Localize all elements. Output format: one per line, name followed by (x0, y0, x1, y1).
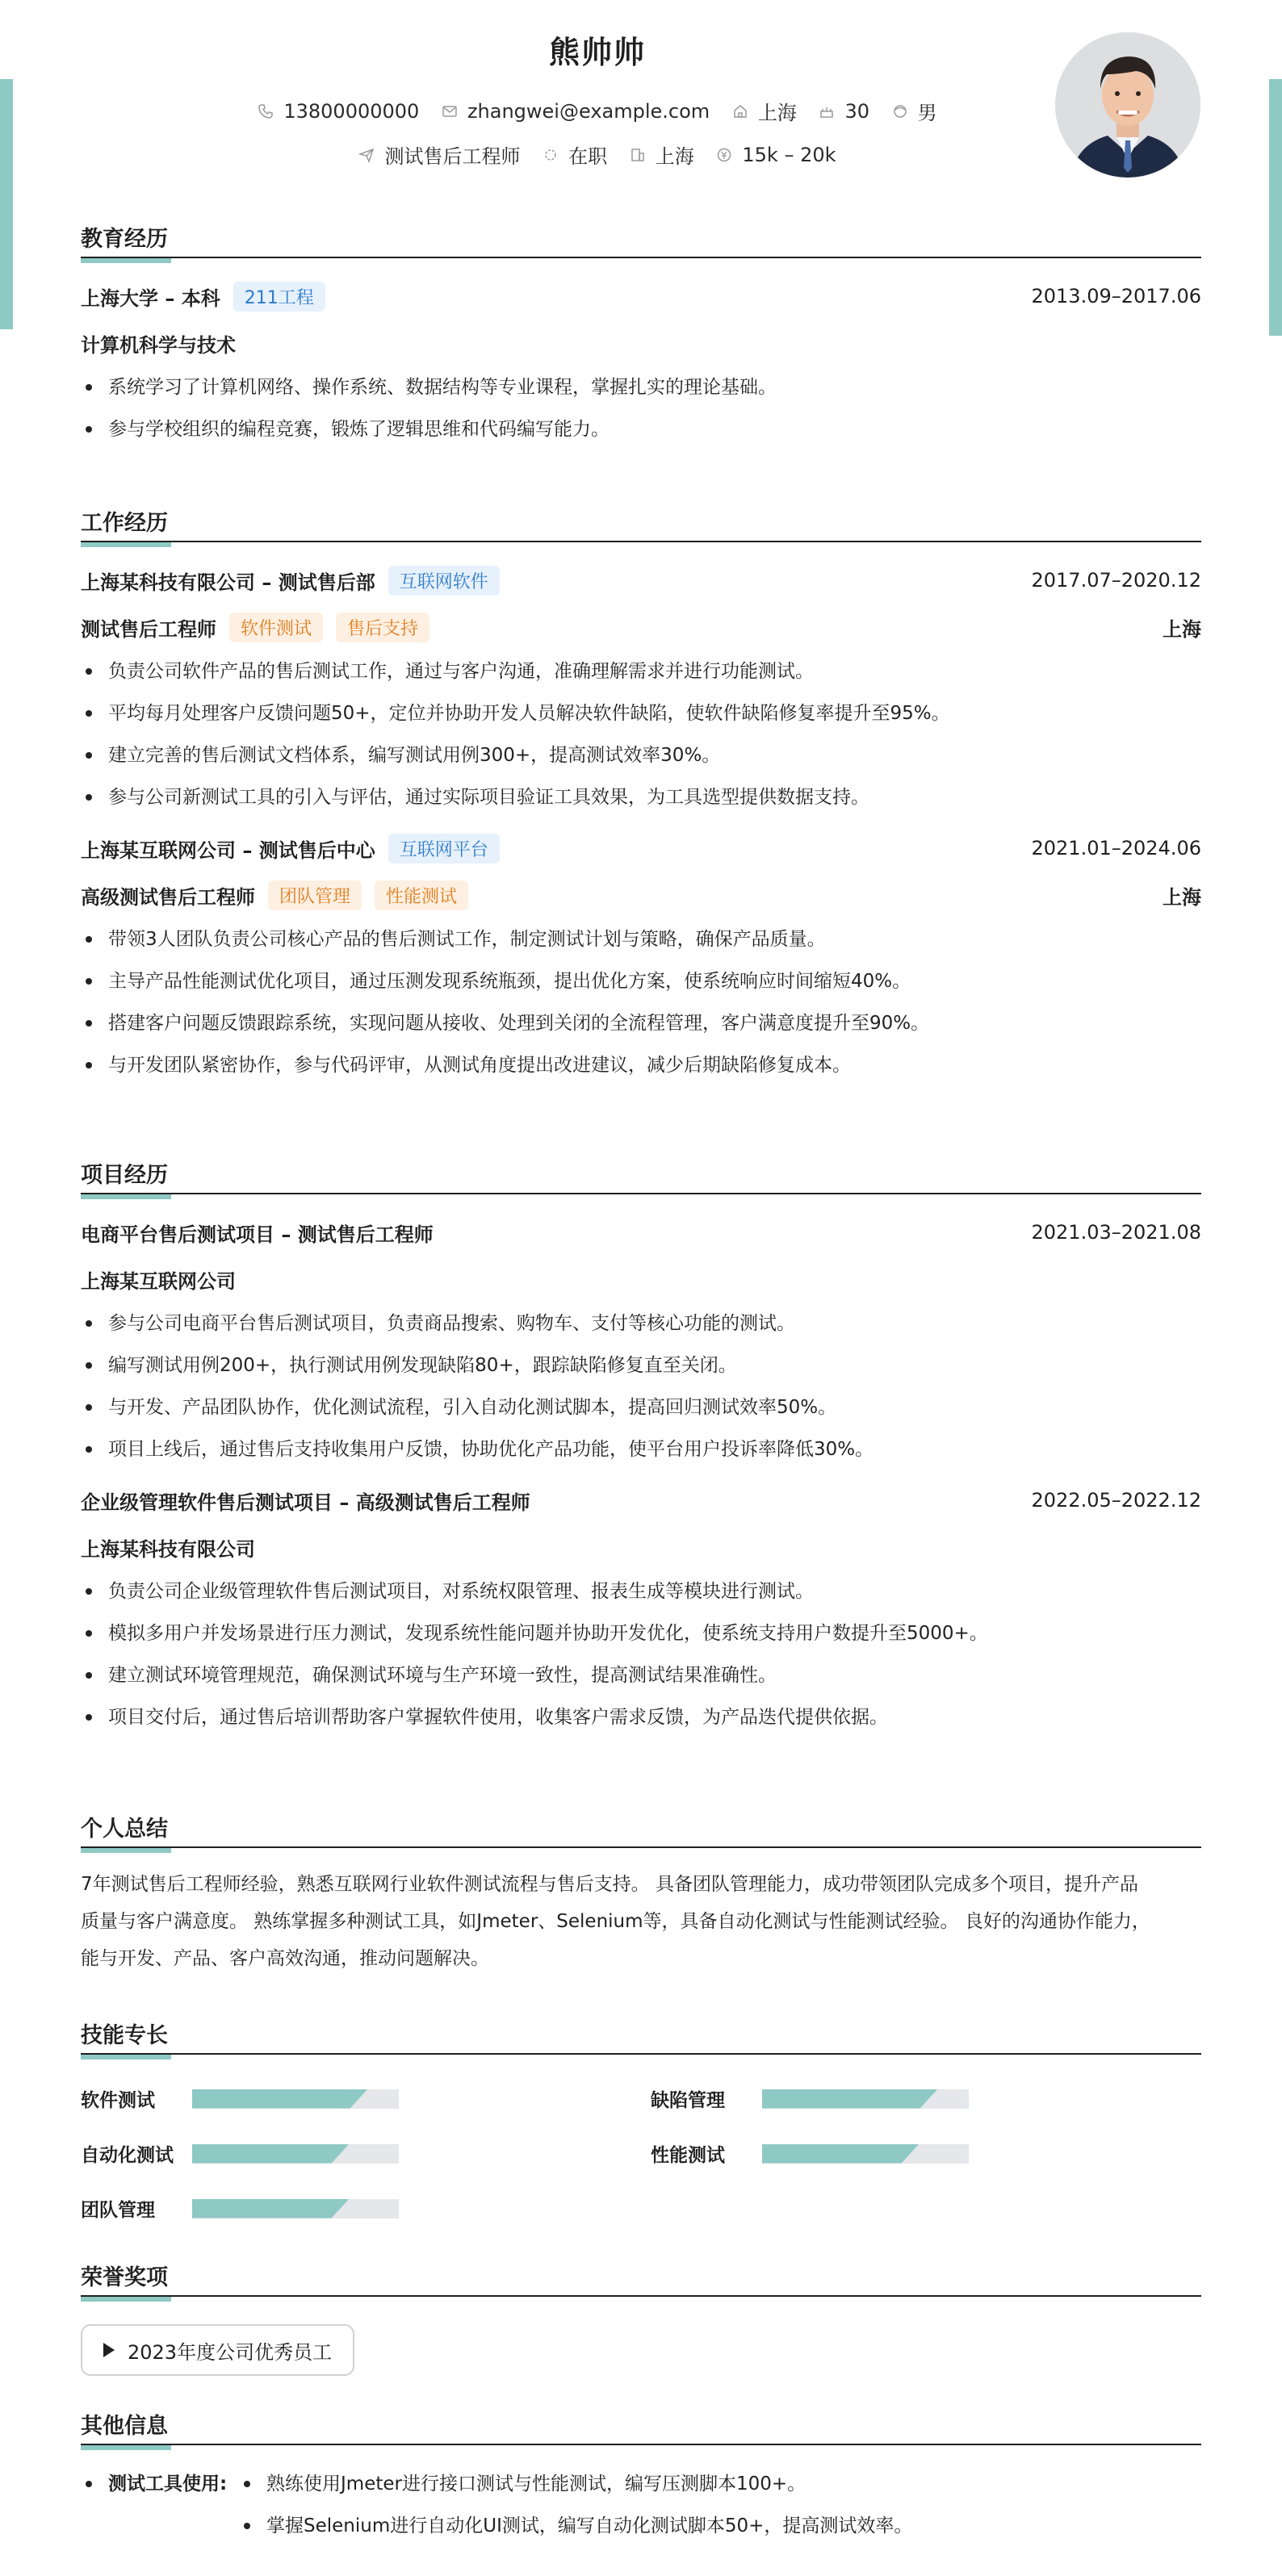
list-item: 建立测试环境管理规范，确保测试环境与生产环境一致性，提高测试结果准确性。 (81, 1654, 1201, 1696)
job-bullets (81, 650, 1201, 818)
position-row (81, 872, 1201, 918)
section-title (81, 502, 1201, 542)
honors-section (81, 2256, 1201, 2376)
skill-bar-fill (762, 2089, 938, 2109)
project-company: 上海某科技有限公司 (81, 1537, 255, 1561)
list-item: 熟练使用Jmeter进行接口测试与性能测试，编写压测脚本100+。 (239, 2463, 1201, 2505)
salary-item (716, 144, 836, 166)
school-tag: 211工程 (233, 282, 325, 312)
project-header-row (81, 1477, 1201, 1524)
avatar-photo (1055, 32, 1200, 178)
other-title: 其他信息 (81, 2414, 168, 2439)
skill-name: 性能测试 (651, 2145, 725, 2166)
industry-tag: 互联网平台 (388, 834, 500, 864)
cake-icon (819, 103, 835, 119)
project-entry (81, 1209, 1201, 1470)
work-title: 工作经历 (81, 511, 168, 536)
other-section (81, 2405, 1201, 2547)
award-name: 2023年度公司优秀员工 (128, 2340, 333, 2364)
list-item: 系统学习了计算机网络、操作系统、数据结构等专业课程，掌握扎实的理论基础。 (81, 366, 1201, 408)
list-item: 建立完善的售后测试文档体系，编写测试用例300+，提高测试效率30%。 (81, 734, 1201, 776)
projects-title: 项目经历 (81, 1163, 168, 1188)
building-icon (630, 147, 646, 163)
major-name: 计算机科学与技术 (81, 333, 236, 357)
resume-header (0, 0, 1282, 194)
project-header-row (81, 1209, 1201, 1256)
gender-icon (892, 103, 908, 119)
salary-text: 15k – 20k (742, 143, 836, 166)
education-row (81, 273, 1201, 320)
work-section (81, 502, 1201, 1086)
project-entry (81, 1477, 1201, 1738)
summary-line: 能与开发、产品、客户高效沟通，推动问题解决。 (81, 1948, 489, 1969)
job-date: 2017.07–2020.12 (1031, 569, 1201, 592)
project-name: 企业级管理软件售后测试项目 – 高级测试售后工程师 (81, 1491, 530, 1514)
skill-bar-fill (192, 2199, 350, 2218)
skills-grid (81, 2055, 1201, 2232)
other-info (81, 2463, 1201, 2547)
city-item (630, 140, 694, 169)
title-accent (81, 2445, 171, 2450)
title-accent (81, 542, 171, 547)
job-header-row (81, 825, 1201, 872)
position-name: 高级测试售后工程师 (81, 885, 255, 909)
contact-row (0, 97, 1195, 125)
status-icon (543, 147, 559, 163)
project-bullets (81, 1303, 1201, 1470)
job-target-text: 测试售后工程师 (384, 145, 521, 168)
gender-item (892, 97, 937, 125)
skill-tag: 售后支持 (336, 613, 429, 642)
other-label: 测试工具使用: (81, 2463, 227, 2505)
list-item: 掌握Selenium进行自动化UI测试，编写自动化测试脚本50+，提高测试效率。 (239, 2505, 1201, 2547)
job-entry (81, 557, 1201, 818)
mail-icon (442, 103, 458, 119)
skill-item (81, 2140, 399, 2167)
hometown-text: 上海 (757, 102, 797, 124)
section-title (81, 218, 1201, 258)
project-date: 2021.03–2021.08 (1031, 1221, 1201, 1244)
award-toggle-button[interactable] (81, 2324, 354, 2376)
job-bullets (81, 918, 1201, 1086)
skill-item (81, 2195, 399, 2222)
list-item: 主导产品性能测试优化项目，通过压测发现系统瓶颈，提出优化方案，使系统响应时间缩短40%。 (81, 960, 1201, 1002)
skill-tag: 软件测试 (229, 613, 323, 642)
skill-tag: 团队管理 (268, 880, 362, 910)
candidate-name: 熊帅帅 (548, 35, 646, 70)
list-item: 参与公司电商平台售后测试项目，负责商品搜索、购物车、支付等核心功能的测试。 (81, 1303, 1201, 1344)
hometown-item (732, 97, 797, 125)
title-accent (81, 258, 171, 263)
skills-section (81, 2014, 1201, 2232)
position-name: 测试售后工程师 (81, 617, 216, 641)
list-item: 参与公司新测试工具的引入与评估，通过实际项目验证工具效果，为工具选型提供数据支持。 (81, 776, 1201, 818)
section-title (81, 1808, 1201, 1848)
project-name: 电商平台售后测试项目 – 测试售后工程师 (81, 1223, 434, 1246)
school-name: 上海大学 – 本科 (81, 286, 220, 310)
project-company-row (81, 1524, 1201, 1570)
section-title (81, 2405, 1201, 2445)
company-name: 上海某互联网公司 – 测试售后中心 (81, 838, 375, 862)
list-item: 负责公司企业级管理软件售后测试项目，对系统权限管理、报表生成等模块进行测试。 (81, 1570, 1201, 1612)
project-date: 2022.05–2022.12 (1031, 1489, 1201, 1512)
summary-text (81, 1848, 1201, 1977)
job-intent-row (0, 140, 1195, 169)
education-section (81, 218, 1201, 450)
skill-name: 软件测试 (81, 2090, 155, 2111)
skill-bar (192, 2199, 399, 2218)
email-address: zhangwei@example.com (467, 99, 710, 123)
skill-bar-fill (192, 2089, 368, 2109)
list-item: 编写测试用例200+，执行测试用例发现缺陷80+，跟踪缺陷修复直至关闭。 (81, 1344, 1201, 1386)
project-company: 上海某互联网公司 (81, 1269, 236, 1293)
list-item: 负责公司软件产品的售后测试工作，通过与客户沟通，准确理解需求并进行功能测试。 (81, 650, 1201, 692)
skill-bar (192, 2144, 399, 2164)
age-item (819, 100, 869, 123)
project-bullets (81, 1570, 1201, 1738)
project-company-row (81, 1256, 1201, 1303)
summary-line: 7年测试售后工程师经验，熟悉互联网行业软件测试流程与售后支持。 具备团队管理能力，成功带领团队完成多个项目，提升产品 (81, 1874, 1138, 1895)
skills-title: 技能专长 (81, 2023, 168, 2048)
job-location: 上海 (1163, 885, 1201, 909)
skill-bar (192, 2089, 399, 2109)
caret-right-icon (103, 2343, 115, 2357)
list-item: 搭建客户问题反馈跟踪系统，实现问题从接收、处理到关闭的全流程管理，客户满意度提升至90%。 (81, 1002, 1201, 1044)
honors-title: 荣誉奖项 (81, 2265, 168, 2290)
major-row (81, 320, 1201, 366)
company-name: 上海某科技有限公司 – 测试售后部 (81, 571, 375, 594)
section-title (81, 1154, 1201, 1194)
age-text: 30 (844, 99, 869, 123)
send-icon (358, 147, 375, 163)
skill-bar (762, 2144, 969, 2164)
summary-line: 质量与客户满意度。 熟练掌握多种测试工具，如Jmeter、Selenium等，具备自动化测试与性能测试经验。 良好的沟通协作能力， (81, 1911, 1150, 1932)
section-title (81, 2014, 1201, 2055)
job-target-item (358, 140, 520, 169)
skill-name: 团队管理 (81, 2200, 155, 2221)
skill-name: 自动化测试 (81, 2145, 174, 2166)
skill-name: 缺陷管理 (651, 2090, 725, 2111)
title-accent (81, 1194, 171, 1199)
list-item: 带领3人团队负责公司核心产品的售后测试工作，制定测试计划与策略，确保产品质量。 (81, 918, 1201, 960)
job-entry (81, 825, 1201, 1086)
skill-item (651, 2085, 969, 2112)
list-item: 平均每月处理客户反馈问题50+，定位并协助开发人员解决软件缺陷，使软件缺陷修复率提升至95%。 (81, 692, 1201, 734)
phone-item (258, 100, 419, 123)
section-title (81, 2256, 1201, 2297)
phone-icon (258, 103, 274, 119)
phone-number: 13800000000 (283, 99, 420, 123)
skill-item (81, 2085, 399, 2112)
list-item: 项目上线后，通过售后支持收集用户反馈，协助优化产品功能，使平台用户投诉率降低30%。 (81, 1428, 1201, 1470)
email-item (442, 100, 710, 123)
money-icon (716, 147, 732, 163)
title-accent (81, 1848, 171, 1853)
portrait-icon (1055, 32, 1200, 178)
status-item (543, 140, 607, 169)
project-section (81, 1154, 1201, 1738)
summary-title: 个人总结 (81, 1817, 168, 1842)
job-header-row (81, 557, 1201, 604)
skill-bar (762, 2089, 969, 2109)
industry-tag: 互联网软件 (388, 566, 500, 596)
gender-text: 男 (917, 102, 937, 124)
job-date: 2021.01–2024.06 (1031, 837, 1201, 859)
summary-section (81, 1808, 1201, 1977)
list-item: 项目交付后，通过售后培训帮助客户掌握软件使用，收集客户需求反馈，为产品迭代提供依据。 (81, 1696, 1201, 1738)
skill-bar-fill (762, 2144, 920, 2164)
education-bullets (81, 366, 1201, 450)
skill-item (651, 2140, 969, 2167)
skill-tag: 性能测试 (375, 880, 468, 910)
list-item: 模拟多用户并发场景进行压力测试，发现系统性能问题并协助开发优化，使系统支持用户数提升至5000+。 (81, 1612, 1201, 1654)
education-date: 2013.09–2017.06 (1031, 285, 1201, 307)
other-bullets (239, 2463, 1201, 2547)
position-row (81, 604, 1201, 650)
list-item: 与开发、产品团队协作，优化测试流程，引入自动化测试脚本，提高回归测试效率50%。 (81, 1386, 1201, 1428)
list-item: 与开发团队紧密协作，参与代码评审，从测试角度提出改进建议，减少后期缺陷修复成本。 (81, 1044, 1201, 1086)
city-text: 上海 (655, 145, 694, 168)
home-icon (732, 103, 748, 119)
title-accent (81, 2297, 171, 2302)
education-title: 教育经历 (81, 227, 168, 252)
job-location: 上海 (1163, 617, 1201, 641)
status-text: 在职 (568, 145, 608, 168)
list-item: 参与学校组织的编程竞赛，锻炼了逻辑思维和代码编写能力。 (81, 408, 1201, 450)
skill-bar-fill (192, 2144, 350, 2164)
